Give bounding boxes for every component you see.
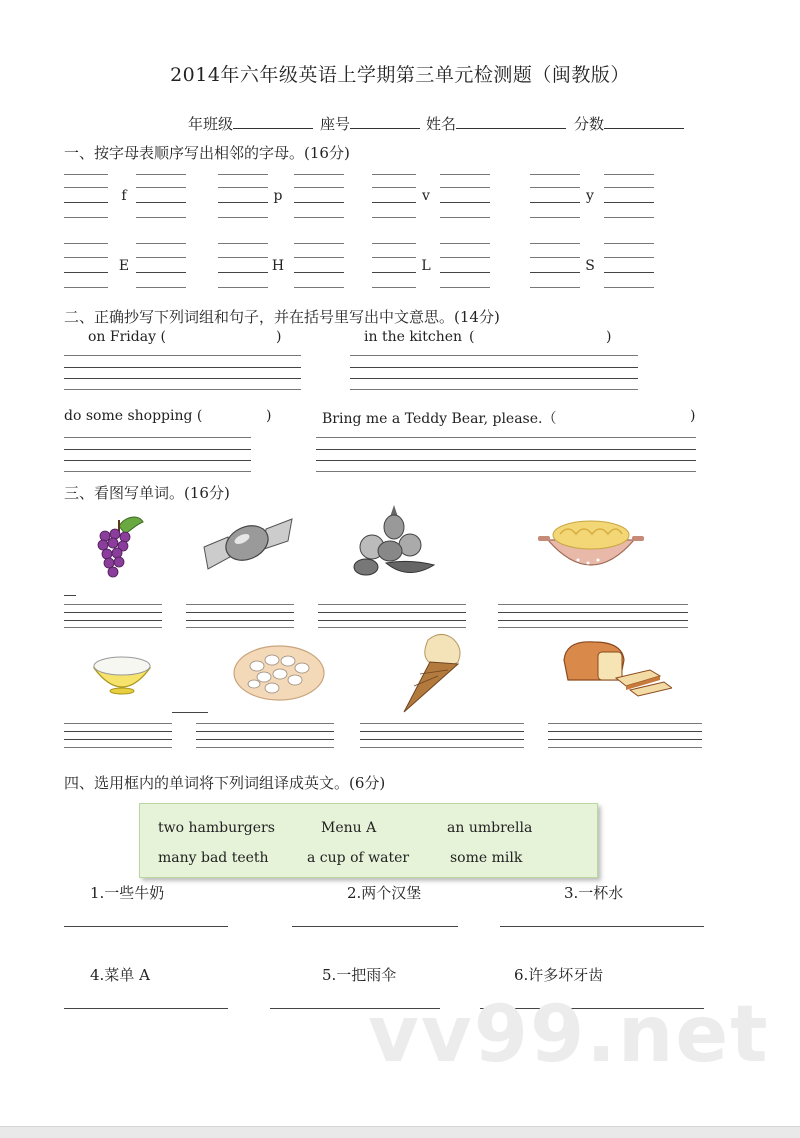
ice-cream-icon [400,630,468,714]
copy-writing-line[interactable] [64,437,251,438]
word-box [139,803,598,878]
letter-writing-line [218,187,268,188]
letter-writing-line [372,257,416,258]
given-letter: S [585,258,595,274]
letter-writing-line [64,187,108,188]
letter-writing-line[interactable] [64,272,108,273]
word-writing-line[interactable] [318,620,466,621]
score-field[interactable] [574,113,684,134]
given-letter: E [118,258,130,274]
name-field[interactable] [426,113,566,134]
letter-writing-line [294,174,344,175]
letter-writing-line [64,257,108,258]
word-writing-line[interactable] [196,731,334,732]
letter-writing-line [372,287,416,288]
letter-writing-line [136,174,186,175]
copy-writing-line[interactable] [350,378,638,379]
word-writing-line[interactable] [360,723,524,724]
letter-writing-line [136,287,186,288]
copy-writing-line[interactable] [64,378,301,379]
letter-writing-line [64,243,108,244]
word-writing-line[interactable] [548,731,702,732]
copy-writing-line[interactable] [350,367,638,368]
letter-writing-line [604,287,654,288]
letter-writing-line [530,217,580,218]
letter-writing-line[interactable] [218,202,268,203]
copy-writing-line[interactable] [316,437,696,438]
letter-writing-line[interactable] [294,272,344,273]
section3-heading: 三、看图写单词。(16分) [64,484,230,502]
close-paren: ) [276,329,282,345]
word-writing-line[interactable] [548,723,702,724]
word-writing-line[interactable] [360,731,524,732]
letter-writing-line[interactable] [440,202,490,203]
given-letter: y [586,188,594,204]
question-3: 3.一杯水 [564,884,624,902]
letter-writing-line[interactable] [372,202,416,203]
section4-heading: 四、选用框内的单词将下列词组译成英文。(6分) [64,774,386,792]
copy-writing-line[interactable] [350,355,638,356]
word-box-item: an umbrella [447,820,533,836]
close-paren: ) [606,329,612,345]
copy-writing-line[interactable] [64,389,301,390]
letter-writing-line [440,217,490,218]
phrase-do-some-shopping: do some shopping ( [64,408,203,424]
score-label: 分数 [574,115,605,133]
letter-writing-line [294,243,344,244]
noodles-icon [538,510,644,580]
given-letter: f [121,188,127,204]
copy-writing-line[interactable] [64,460,251,461]
letter-writing-line [530,174,580,175]
letter-writing-line [372,217,416,218]
letter-writing-line [530,287,580,288]
word-writing-line[interactable] [64,595,76,596]
word-writing-line[interactable] [64,723,172,724]
word-writing-line[interactable] [64,731,172,732]
copy-writing-line[interactable] [350,389,638,390]
letter-writing-line [294,217,344,218]
word-writing-line[interactable] [498,620,688,621]
letter-writing-line [604,257,654,258]
letter-writing-line [530,243,580,244]
word-writing-line[interactable] [498,612,688,613]
letter-writing-line[interactable] [136,202,186,203]
word-box-item: two hamburgers [158,820,275,836]
watermark: vv99.net [368,990,770,1080]
word-box-item: Menu A [321,820,377,836]
word-writing-line[interactable] [196,739,334,740]
word-writing-line[interactable] [64,604,162,605]
letter-writing-line [440,174,490,175]
letter-writing-line [218,257,268,258]
letter-writing-line [64,217,108,218]
given-letter: L [421,258,431,274]
phrase-bring-me-a-teddy-bear: Bring me a Teddy Bear, please.（ [322,411,557,427]
seat-label: 座号 [320,115,351,133]
dumplings-icon [232,644,326,702]
letter-writing-line [604,217,654,218]
section2-heading: 二、正确抄写下列词组和句子，并在括号里写出中文意思。(14分) [64,308,500,326]
letter-writing-line [218,174,268,175]
copy-writing-line[interactable] [316,460,696,461]
word-writing-line[interactable] [64,739,172,740]
word-writing-line[interactable] [360,739,524,740]
letter-writing-line[interactable] [530,272,580,273]
letter-writing-line [604,174,654,175]
word-writing-line[interactable] [186,627,294,628]
word-writing-line[interactable] [186,604,294,605]
given-letter: v [422,188,430,204]
letter-writing-line [604,187,654,188]
section1-heading: 一、按字母表顺序写出相邻的字母。(16分) [64,144,350,162]
question-5: 5.一把雨伞 [322,966,397,984]
class-field[interactable] [188,113,313,134]
bread-icon [560,636,672,700]
word-writing-line[interactable] [64,620,162,621]
copy-writing-line[interactable] [64,471,251,472]
letter-writing-line [136,257,186,258]
letter-writing-line [372,243,416,244]
word-box-item: a cup of water [307,850,410,866]
letter-writing-line[interactable] [136,272,186,273]
letter-writing-line [218,287,268,288]
copy-writing-line[interactable] [316,449,696,450]
copy-writing-line[interactable] [64,449,251,450]
word-writing-line[interactable] [498,604,688,605]
page-bottom-edge [0,1126,800,1138]
phrase-on-friday: on Friday ( [88,329,166,345]
letter-writing-line[interactable] [218,272,268,273]
fruit-basket-icon [350,503,436,583]
close-paren: ) [266,408,272,424]
word-writing-line[interactable] [186,612,294,613]
word-box-item: many bad teeth [158,850,269,866]
letter-writing-line [440,257,490,258]
word-writing-line[interactable] [548,739,702,740]
letter-writing-line [530,257,580,258]
name-label: 姓名 [426,115,457,133]
copy-writing-line[interactable] [64,367,301,368]
phrase-in-the-kitchen: in the kitchen [364,329,463,345]
letter-writing-line [440,243,490,244]
letter-writing-line [294,257,344,258]
letter-writing-line [294,187,344,188]
letter-writing-line[interactable] [440,272,490,273]
letter-writing-line[interactable] [604,272,654,273]
question-2: 2.两个汉堡 [347,884,422,902]
letter-writing-line [372,174,416,175]
word-writing-line[interactable] [64,747,172,748]
copy-writing-line[interactable] [64,355,301,356]
class-label: 年班级 [188,115,234,133]
word-writing-line[interactable] [318,612,466,613]
answer-line-4[interactable] [64,1008,228,1009]
copy-writing-line[interactable] [316,471,696,472]
word-writing-line[interactable] [318,604,466,605]
word-box-item: some milk [450,850,523,866]
letter-writing-line [218,243,268,244]
open-paren: ( [469,329,475,345]
answer-line-2[interactable] [292,926,458,927]
word-writing-line[interactable] [360,747,524,748]
word-writing-line[interactable] [498,627,688,628]
letter-writing-line [530,187,580,188]
letter-writing-line[interactable] [64,202,108,203]
letter-writing-line [136,217,186,218]
given-letter: p [273,188,283,204]
rice-bowl-icon [90,650,154,696]
word-writing-line[interactable] [318,627,466,628]
given-letter: H [271,258,285,274]
word-writing-line[interactable] [196,723,334,724]
letter-writing-line [64,287,108,288]
letter-writing-line[interactable] [294,202,344,203]
answer-line-1[interactable] [64,926,228,927]
letter-writing-line [294,287,344,288]
letter-writing-line[interactable] [604,202,654,203]
letter-writing-line [440,287,490,288]
candy-icon [202,507,294,575]
grapes-icon [95,512,147,580]
letter-writing-line[interactable] [530,202,580,203]
seat-field[interactable] [320,113,420,134]
question-6: 6.许多坏牙齿 [514,966,604,984]
letter-writing-line [604,243,654,244]
word-writing-line[interactable] [172,712,208,713]
word-writing-line[interactable] [186,620,294,621]
question-1: 1.一些牛奶 [90,884,165,902]
question-4: 4.菜单 A [90,966,150,984]
letter-writing-line [440,187,490,188]
letter-writing-line [64,174,108,175]
answer-line-3[interactable] [500,926,704,927]
page-title: 2014年六年级英语上学期第三单元检测题（闽教版） [170,64,630,86]
word-writing-line[interactable] [548,747,702,748]
letter-writing-line[interactable] [372,272,416,273]
letter-writing-line [218,217,268,218]
letter-writing-line [372,187,416,188]
letter-writing-line [136,243,186,244]
word-writing-line[interactable] [64,612,162,613]
word-writing-line[interactable] [196,747,334,748]
word-writing-line[interactable] [64,627,162,628]
close-paren: ) [690,408,696,424]
letter-writing-line [136,187,186,188]
